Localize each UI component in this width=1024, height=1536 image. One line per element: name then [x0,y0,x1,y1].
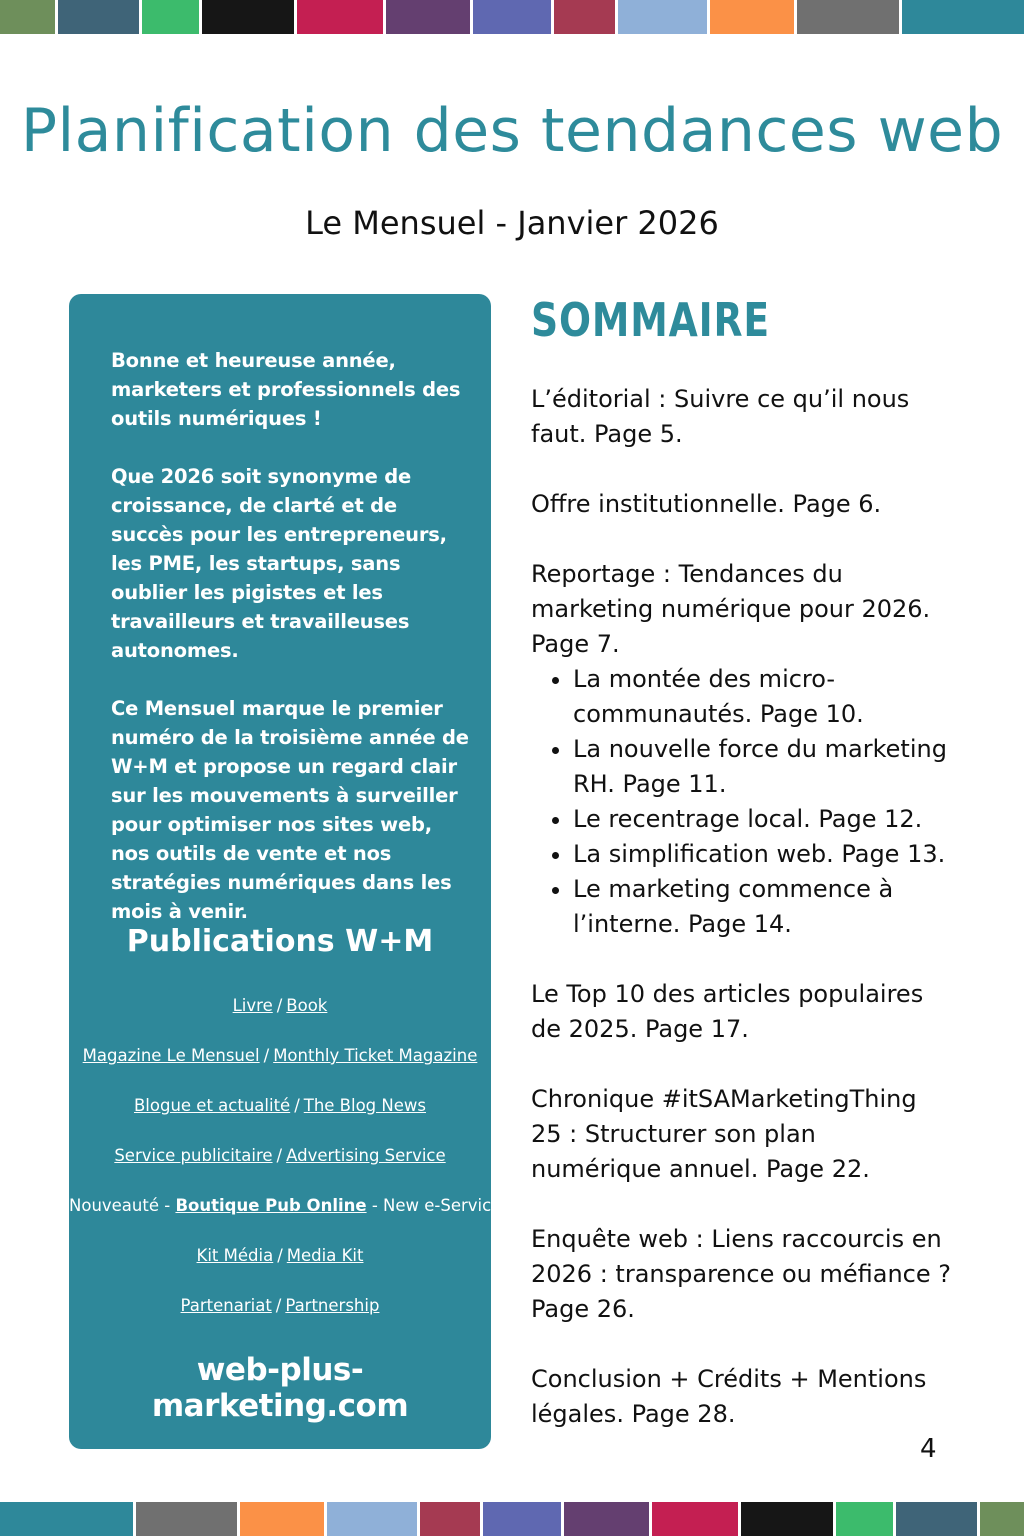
top-color-stripe [0,0,1024,34]
pub-row-service [69,1144,491,1194]
pub-row-kit [69,1244,491,1294]
toc-entry-text: Offre institutionnelle. Page 6. [531,490,882,518]
new-suffix: - New e-Service [371,1196,502,1215]
stripe-segment [896,1502,980,1536]
stripe-segment [554,0,618,34]
reportage-item: • Le marketing commence à l’interne. Page 14. [573,872,951,942]
bottom-color-stripe [0,1502,1024,1536]
stripe-segment [142,0,202,34]
intro-text [111,346,471,955]
link-separator: / [277,1246,283,1265]
toc-entry-text: Chronique #itSAMarketingThing 25 : Structurer son plan numérique annuel. Page 22. [531,1085,917,1183]
link-blog-fr[interactable]: Blogue et actualité [133,1096,291,1115]
intro-paragraph: Bonne et heureuse année, marketers et professionnels des outils numériques ! [111,349,461,430]
pub-row-magazine [69,1044,491,1094]
toc-entry-text: L’éditorial : Suivre ce qu’il nous faut. Page 5. [531,385,910,448]
link-separator: / [276,1146,283,1165]
stripe-segment [710,0,797,34]
intro-paragraph: Que 2026 soit synonyme de croissance, de clarté et de succès pour les entrepreneurs, les PME, les startups, sans oublier les pigistes et les travailleurs et travailleuses autonomes. [111,465,447,662]
intro-paragraph: Ce Mensuel marque le premier numéro de la troisième année de W+M et propose un regard clair sur les mouvements à surveiller pour optimiser nos sites web, nos outils de vente et nos stratégies numériques dans les mois à venir. [111,697,469,923]
link-separator: / [276,996,283,1015]
link-separator: / [263,1046,270,1065]
toc-entry [531,487,951,522]
stripe-segment [136,1502,240,1536]
stripe-segment [652,1502,741,1536]
publications-title: Publications W+M [126,924,434,959]
stripe-segment [902,0,1024,34]
reportage-item: • La simplification web. Page 13. [573,837,951,872]
toc-entry-text: Conclusion + Crédits + Mentions légales. Page 28. [531,1365,927,1428]
toc-entry [531,382,951,452]
toc-entry-text: Le Top 10 des articles populaires de 2025. Page 17. [531,980,924,1043]
stripe-segment [836,1502,896,1536]
link-kit-en[interactable]: Media Kit [286,1246,364,1265]
link-partner-fr[interactable]: Partenariat [180,1296,272,1315]
stripe-segment [564,1502,652,1536]
toc-entry [531,557,951,942]
link-magazine-fr[interactable]: Magazine Le Mensuel [82,1046,260,1065]
link-boutique[interactable]: Boutique Pub Online [175,1196,367,1215]
link-separator: / [275,1296,282,1315]
link-book[interactable]: Book [286,996,328,1015]
stripe-segment [0,0,58,34]
reportage-item: • La montée des micro-communautés. Page 10. [573,662,951,732]
reportage-item: • Le recentrage local. Page 12. [573,802,951,837]
pub-row-boutique [69,1194,502,1244]
toc-entry [531,1362,951,1432]
link-kit-fr[interactable]: Kit Média [196,1246,274,1265]
toc-entry-text: Reportage : Tendances du marketing numérique pour 2026. Page 7. [531,560,931,658]
link-service-en[interactable]: Advertising Service [286,1146,446,1165]
stripe-segment [58,0,142,34]
stripe-segment [327,1502,420,1536]
reportage-list [531,662,951,942]
link-magazine-en[interactable]: Monthly Ticket Magazine [273,1046,478,1065]
toc-entry [531,1082,951,1187]
pub-row-blog [69,1094,491,1144]
stripe-segment [473,0,554,34]
reportage-item: • La nouvelle force du marketing RH. Page 11. [573,732,951,802]
issue-subtitle: Le Mensuel - Janvier 2026 [305,204,719,242]
pub-row-book [69,994,491,1044]
publications-links [69,994,502,1344]
website-url[interactable]: web-plus-marketing.com [151,1352,409,1424]
link-service-fr[interactable]: Service publicitaire [114,1146,273,1165]
table-of-contents [531,293,951,1428]
link-livre[interactable]: Livre [232,996,273,1015]
stripe-segment [618,0,710,34]
intro-panel [69,294,502,1449]
toc-body [531,382,951,1467]
link-blog-en[interactable]: The Blog News [303,1096,426,1115]
toc-entry [531,977,951,1047]
stripe-segment [980,1502,1024,1536]
stripe-segment [297,0,386,34]
stripe-segment [797,0,902,34]
link-separator: / [294,1096,300,1115]
toc-entry-text: Enquête web : Liens raccourcis en 2026 : transparence ou méfiance ? Page 26. [531,1225,951,1323]
link-partner-en[interactable]: Partnership [285,1296,380,1315]
pub-row-partner [69,1294,491,1344]
toc-heading: SOMMAIRE [531,293,770,347]
page-number: 4 [920,1434,937,1464]
stripe-segment [202,0,297,34]
stripe-segment [240,1502,327,1536]
stripe-segment [420,1502,483,1536]
toc-entry [531,1222,951,1327]
stripe-segment [386,0,473,34]
page-title: Planification des tendances web [20,96,1004,166]
stripe-segment [741,1502,836,1536]
stripe-segment [483,1502,564,1536]
stripe-segment [0,1502,136,1536]
new-prefix: Nouveauté - [69,1196,171,1215]
